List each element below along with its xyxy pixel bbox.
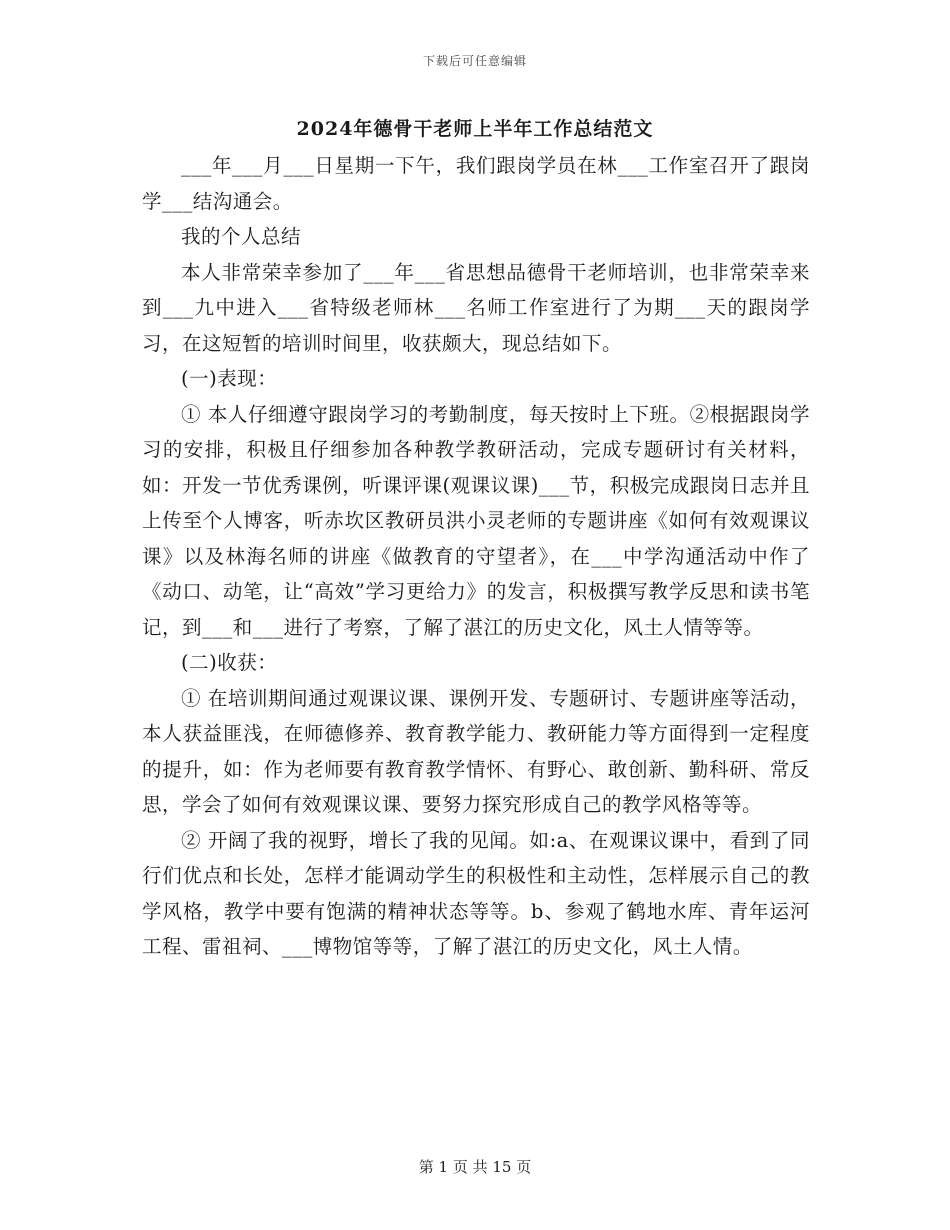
paragraph-section-heading: 我的个人总结	[181, 225, 302, 248]
download-note: 下载后可任意编辑	[422, 54, 527, 68]
paragraph-performance-heading: (一)表现：	[181, 367, 278, 390]
paragraph-gains-detail-1: ① 在培训期间通过观课议课、课例开发、专题研讨、专题讲座等活动，本人获益匪浅，在师德修养、教育教学能力、教研能力等方面得到一定程度的提升，如：作为老师要有教育教学情怀、有野心、敢创新、勤科研、常反思，学会了如何有效观课议课、要努力探究形成自己的教学风格等等。	[142, 686, 810, 816]
paragraph-training-intro: 本人非常荣幸参加了___年___省思想品德骨干老师培训，也非常荣幸来到___九中进入___省特级老师林___名师工作室进行了为期___天的跟岗学习，在这短暂的培训时间里，收获颇大，现总结如下。	[142, 260, 810, 355]
paragraph-gains-heading: (二)收获：	[181, 651, 278, 674]
paragraph-meeting-intro: ___年___月___日星期一下午，我们跟岗学员在林___工作室召开了跟岗学___结沟通会。	[142, 154, 810, 213]
paragraph-performance-detail: ① 本人仔细遵守跟岗学习的考勤制度，每天按时上下班。②根据跟岗学习的安排，积极且仔细参加各种教学教研活动，完成专题研讨有关材料，如：开发一节优秀课例，听课评课(观课议课)___节，积极完成跟岗日志并且上传至个人博客，听赤坎区教研员洪小灵老师的专题讲座《如何有效观课议课》以及林海名师的讲座《做教育的守望者》，在___中学沟通活动中作了《动口、动笔，让“高效”学习更给力》的发言，积极撰写教学反思和读书笔记，到___和___进行了考察，了解了湛江的历史文化，风土人情等等。	[142, 402, 810, 639]
page-number: 第 1 页 共 15 页	[418, 1158, 532, 1176]
document-title: 2024年德骨干老师上半年工作总结范文	[296, 118, 654, 140]
document-body	[142, 148, 810, 965]
paragraph-gains-detail-2: ② 开阔了我的视野，增长了我的见闻。如:a、在观课议课中，看到了同行们优点和长处，怎样才能调动学生的积极性和主动性，怎样展示自己的教学风格，教学中要有饱满的精神状态等等。b、参观了鹤地水库、青年运河工程、雷祖祠、___博物馆等等，了解了湛江的历史文化，风土人情。	[142, 828, 810, 958]
